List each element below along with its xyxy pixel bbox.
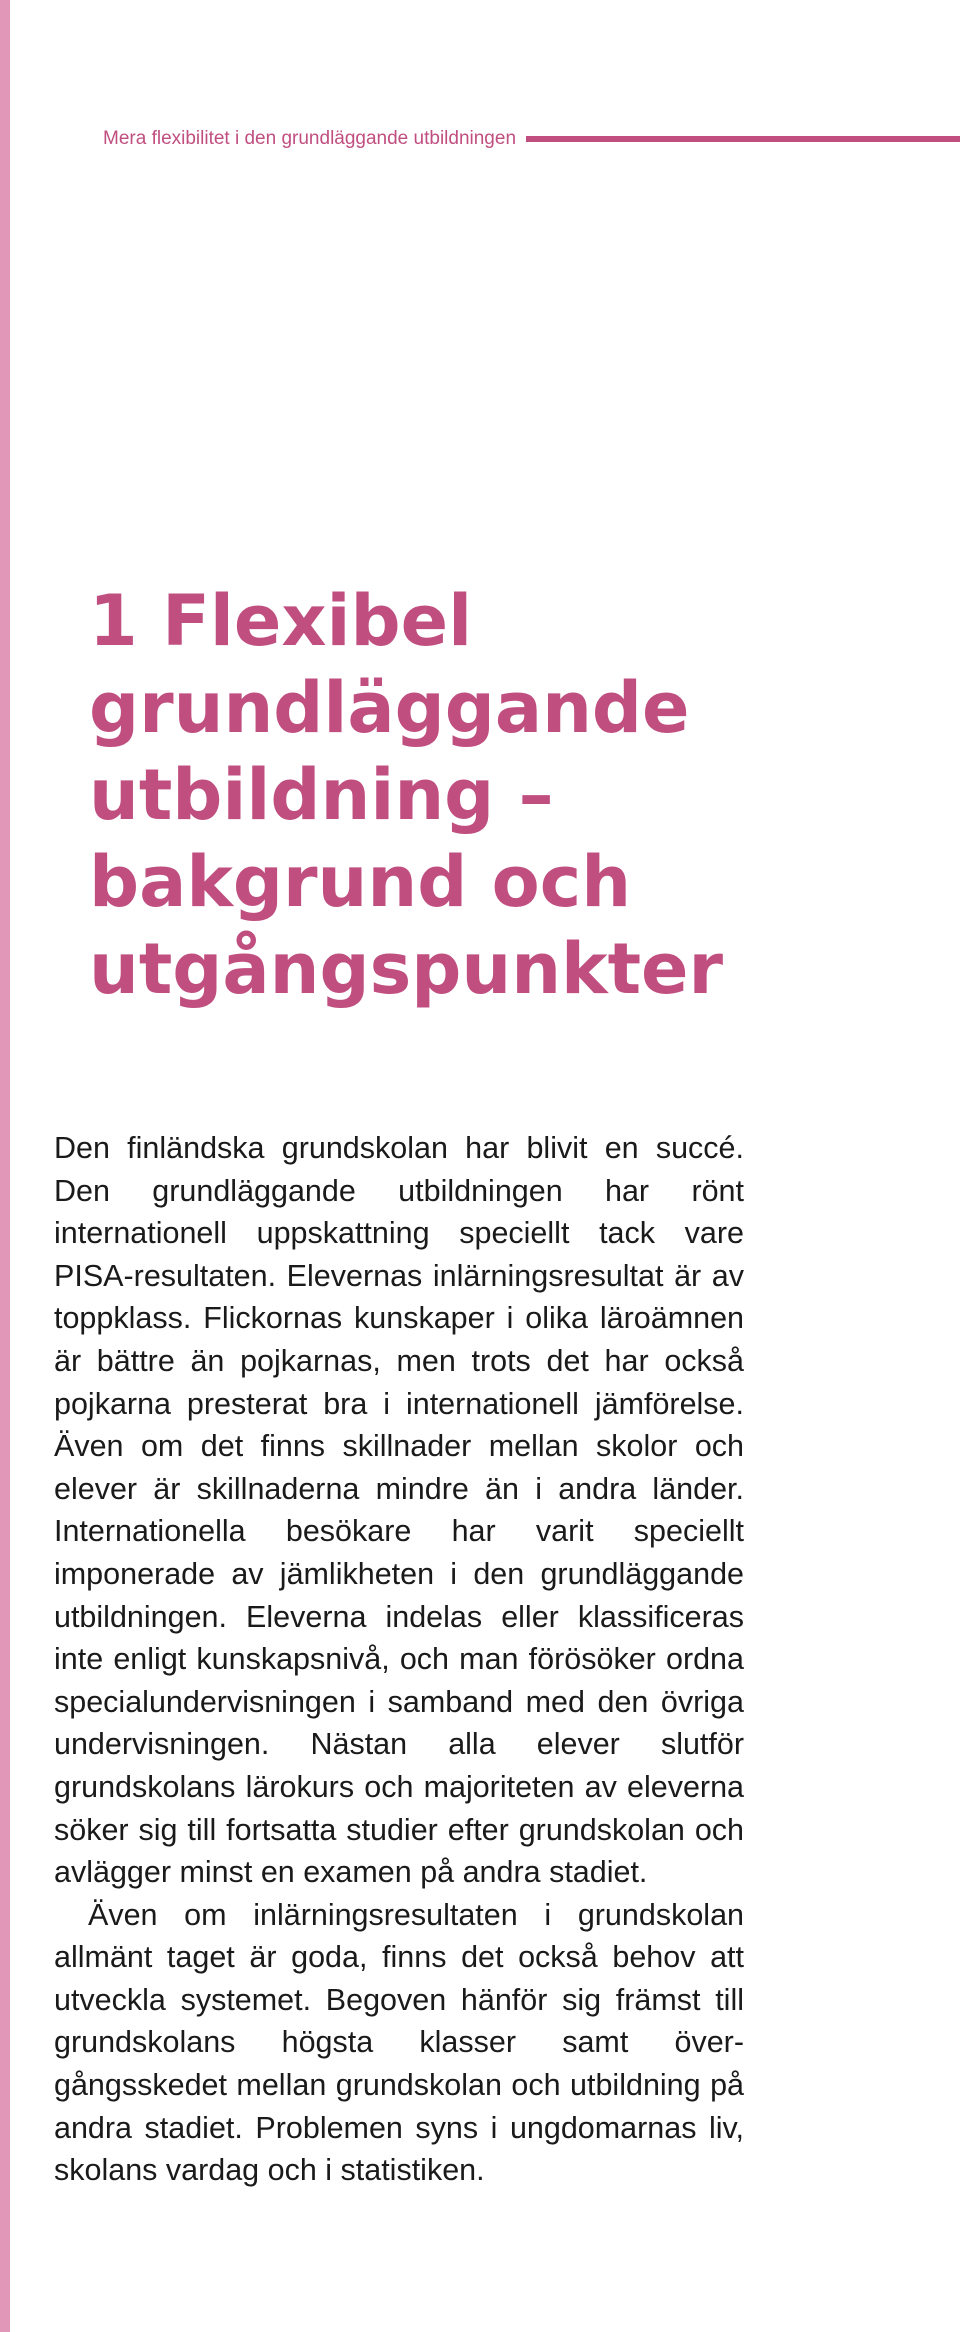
running-header-title: Mera flexibilitet i den grundläggande utbildningen — [103, 128, 517, 149]
running-header — [103, 126, 960, 152]
chapter-title-line: 1 Flexibel — [89, 580, 473, 662]
chapter-title-line: bakgrund och — [89, 841, 632, 923]
chapter-title — [89, 578, 909, 1013]
body-paragraph: Den finländska grundskolan har blivit en succé. Den grundläggande utbildningen har rönt internationell uppskattning speciellt tack vare PISA-resultaten. Elevernas inlärningsresultat är av toppklass. Flickornas kunskaper i olika läroämnen är bättre än pojkarnas, men trots det har också pojkarna presterat bra i internationell jämförelse. Även om det finns skillnader mellan skolor och elever är skillnaderna mindre än i andra länder. Internationella besökare har varit speciellt imponerade av jämlikheten i den grundläggande utbildningen. Eleverna indelas eller klassificeras inte enligt kunskapsnivå, och man förösöker ordna specialundervisningen i samband med den övriga undervisningen. Nästan alla elever slutför grundskolans lärokurs och majoriteten av eleverna söker sig till fortsatta studier efter grundskolan och avlägger minst en examen på andra stadiet. — [54, 1131, 744, 1890]
chapter-title-line: grundläggande — [89, 667, 690, 749]
left-margin-stripe — [0, 0, 10, 2332]
body-text — [54, 1127, 744, 2192]
chapter-title-line: utbildning – — [89, 754, 554, 836]
chapter-title-line: utgångspunkter — [89, 928, 724, 1010]
running-header-rule — [526, 136, 960, 142]
body-paragraph: Även om inlärningsresultaten i grundskolan allmänt taget är goda, finns det också behov att utveckla systemet. Begoven hänför sig främst till grundskolans högsta klasser samt övergångsskedet mellan grundskolan och utbildning på andra stadiet. Problemen syns i ungdomarnas liv, skolans vardag och i statistiken. — [54, 1897, 744, 2188]
